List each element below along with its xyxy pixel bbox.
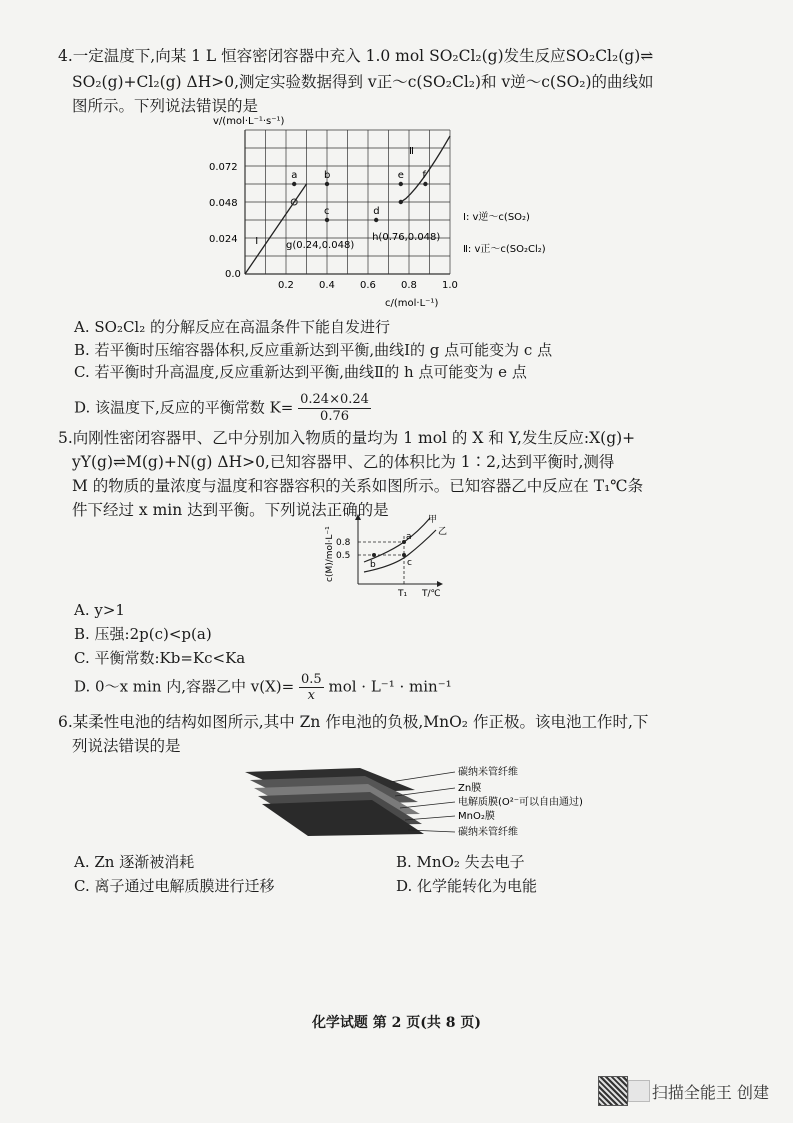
chart1-legend-1: Ⅰ: v逆～c(SO₂) [463,212,530,223]
q6-option-a: A. Zn 逐渐被消耗 [74,853,195,871]
q4-fraction-num: 0.24×0.24 [300,392,369,407]
chart2-series-yi: 乙 [438,527,448,537]
q6-stem-line1: 6.某柔性电池的结构如图所示,其中 Zn 作电池的负极,MnO₂ 作正极。该电池工作时,下 [58,713,649,731]
q5-option-d-suffix: mol · L⁻¹ · min⁻¹ [328,677,452,696]
chart1-point-d [374,218,378,222]
q4-option-b: B. 若平衡时压缩容器体积,反应重新达到平衡,曲线Ⅰ的 g 点可能变为 c 点 [74,341,553,359]
q5-concentration-chart [318,512,468,598]
chart2-ytick-0.5: 0.5 [336,551,351,561]
q5-stem-line2: yY(g)⇌M(g)+N(g) ΔH>0,已知容器甲、乙的体积比为 1∶2,达到平衡时,测得 [72,453,615,471]
q5-option-a: A. y>1 [74,601,125,619]
chart1-xtick: 0.6 [360,280,376,291]
chart1-point-label-d: d [373,206,380,217]
battery-label-4: MnO₂膜 [458,811,495,822]
battery-pointer-1 [390,772,455,782]
chart1-point-label-e: e [397,170,404,181]
chart1-ytick: 0.024 [209,234,238,245]
q4-rate-chart [205,112,565,312]
qr-code-icon [598,1076,628,1106]
chart1-point-b [325,182,329,186]
q5-fraction-den: x [307,688,316,703]
q5-option-b: B. 压强:2p(c)<p(a) [74,625,212,643]
q6-battery-diagram [240,760,583,842]
q6-option-c: C. 离子通过电解质膜进行迁移 [74,877,275,895]
chart1-point-e [399,182,403,186]
q5-stem-line1: 5.向刚性密闭容器甲、乙中分别加入物质的量均为 1 mol 的 X 和 Y,发生反应:X(g)+ [58,429,636,447]
chart1-xtick: 1.0 [442,280,458,291]
battery-label-2: Zn膜 [458,783,482,794]
chart1-point-label-c: c [324,206,330,217]
chart1-curve-label-II: Ⅱ [409,146,414,157]
battery-label-3: 电解质膜(O²⁻可以自由通过) [458,797,583,808]
chart1-point-label-f: f [422,170,426,181]
chart1-xtick: 0.8 [401,280,417,291]
q4-stem-line3: 图所示。下列说法错误的是 [72,97,259,115]
chart2-ytick-0.8: 0.8 [336,538,351,548]
chart1-annotation-h: h(0.76,0.048) [372,232,441,243]
q4-option-d [74,392,371,425]
chart1-origin-label: 0.0 [225,269,241,280]
chart2-label-c: c [407,558,412,568]
q4-option-a: A. SO₂Cl₂ 的分解反应在高温条件下能自发进行 [74,318,391,336]
q4-stem-line1: 4.一定温度下,向某 1 L 恒容密闭容器中充入 1.0 mol SO₂Cl₂(g)发生反应SO₂Cl₂(g)⇌ [58,47,654,65]
chart1-xtick: 0.2 [278,280,294,291]
q5-option-c: C. 平衡常数:Kb=Kc<Ka [74,649,246,667]
chart1-point-f [423,182,427,186]
q5-fraction [299,672,324,703]
scanner-watermark: 扫描全能王 创建 [651,1083,769,1102]
battery-pointer-4 [405,816,455,820]
q4-fraction [298,392,371,425]
chart2-ylabel: c(M)/mol·L⁻¹ [325,526,335,582]
q4-option-d-prefix: D. 该温度下,反应的平衡常数 K= [74,398,294,417]
chart2-xtick-t1: T₁ [398,589,408,599]
chart1-curve-I [245,184,307,274]
chart2-label-b: b [370,560,376,570]
q5-stem-line3: M 的物质的量浓度与温度和容器容积的关系如图所示。已知容器乙中反应在 T₁℃条 [72,477,644,495]
app-logo-icon [628,1080,650,1102]
chart1-point-a [292,182,296,186]
chart2-point-b [372,553,376,557]
battery-pointer-3 [400,802,455,808]
chart1-ytick: 0.072 [209,162,238,173]
chart1-legend-2: Ⅱ: v正～c(SO₂Cl₂) [463,244,546,255]
q4-stem-line2: SO₂(g)+Cl₂(g) ΔH>0,测定实验数据得到 v正～c(SO₂Cl₂)和 v逆～c(SO₂)的曲线如 [72,73,654,91]
q5-option-d [74,672,452,703]
chart2-series-jia: 甲 [428,515,438,525]
q4-option-c: C. 若平衡时升高温度,反应重新达到平衡,曲线Ⅱ的 h 点可能变为 e 点 [74,363,527,381]
q4-fraction-den: 0.76 [320,409,349,424]
chart1-xlabel: c/(mol·L⁻¹) [385,298,439,309]
chart1-curve-label-I: Ⅰ [255,236,259,247]
chart1-grid [245,130,450,274]
chart1-point-c [325,218,329,222]
q5-stem-line4: 件下经过 x min 达到平衡。下列说法正确的是 [72,501,389,519]
chart1-ytick: 0.048 [209,198,238,209]
battery-label-1: 碳纳米管纤维 [458,767,518,778]
chart1-point-label-b: b [324,170,331,181]
q5-option-d-prefix: D. 0～x min 内,容器乙中 v(X)= [74,677,295,696]
page-footer: 化学试题 第 2 页(共 8 页) [311,1015,482,1031]
q5-fraction-num: 0.5 [301,672,322,687]
chart1-point-label-a: a [291,170,298,181]
chart1-point-h [399,200,403,204]
chart2-xlabel: T/℃ [422,589,441,599]
q6-stem-line2: 列说法错误的是 [72,737,181,755]
chart2-point-c [402,553,406,557]
battery-label-5: 碳纳米管纤维 [458,827,518,838]
chart1-xtick: 0.4 [319,280,335,291]
q6-option-d: D. 化学能转化为电能 [396,877,538,895]
chart2-label-a: a [406,532,412,542]
chart1-annotation-g: g(0.24,0.048) [286,240,355,251]
chart1-ylabel: v/(mol·L⁻¹·s⁻¹) [213,116,285,127]
q6-option-b: B. MnO₂ 失去电子 [396,853,525,871]
